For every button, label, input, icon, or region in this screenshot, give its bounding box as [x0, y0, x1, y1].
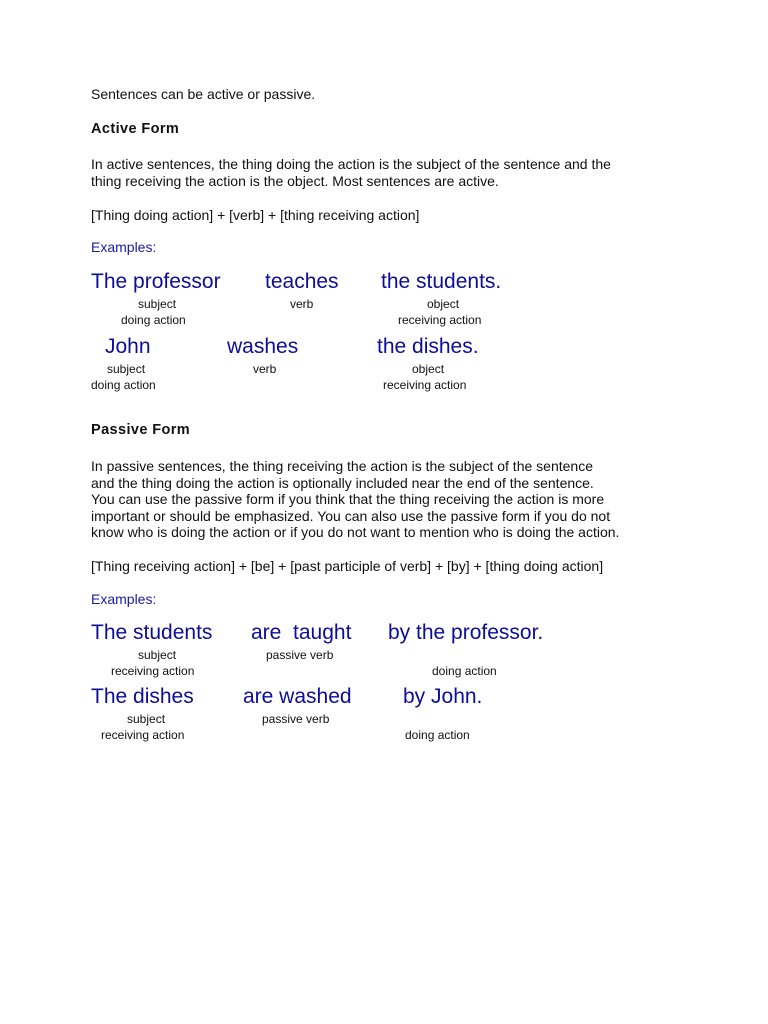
passive-ex1-agent: by the professor.: [388, 621, 544, 644]
active-ex1-verb-tag: verb: [290, 297, 314, 311]
active-ex2-object: the dishes.: [377, 335, 479, 358]
active-ex2-verb-tag: verb: [253, 362, 277, 376]
passive-ex1-verb: are taught: [251, 621, 352, 644]
passive-ex2-agent: by John.: [403, 685, 483, 708]
passive-description: [91, 458, 619, 541]
active-ex1-verb: teaches: [265, 270, 339, 293]
active-ex1-object-tag: object: [427, 297, 460, 311]
passive-formula: [Thing receiving action] + [be] + [past participle of verb] + [by] + [thing doing action]: [91, 558, 604, 574]
passive-ex2-subject: The dishes: [91, 685, 194, 708]
active-description-line: In active sentences, the thing doing the action is the subject of the sentence and the: [91, 156, 611, 172]
passive-description-line: important or should be emphasized. You can also use the passive form if you do not: [91, 507, 611, 524]
passive-ex1-verb-tag: passive verb: [266, 648, 334, 662]
active-ex1-object: the students.: [381, 270, 502, 293]
active-ex1-subject-tag: subject: [138, 297, 177, 311]
active-ex2-verb: washes: [227, 335, 299, 358]
active-ex1-object-role: receiving action: [398, 313, 482, 327]
active-examples-label: Examples:: [91, 239, 157, 255]
active-ex1-subject: The professor: [91, 270, 221, 293]
passive-ex1-subject-role: receiving action: [111, 664, 195, 678]
passive-ex1-subject: The students: [91, 621, 213, 644]
passive-description-line: and the thing doing the action is optionally included near the end of the sentence.: [91, 474, 594, 491]
active-ex2-object-role: receiving action: [383, 378, 467, 392]
active-ex2-subject-role: doing action: [91, 378, 156, 392]
intro-text: Sentences can be active or passive.: [91, 86, 316, 102]
active-form-heading: Active Form: [91, 121, 180, 137]
active-ex2-subject-tag: subject: [107, 362, 146, 376]
passive-description-line: know who is doing the action or if you do not want to mention who is doing the action.: [91, 524, 620, 540]
passive-ex2-agent-role: doing action: [405, 728, 470, 742]
passive-ex2-verb-tag: passive verb: [262, 712, 330, 726]
passive-ex2-subject-role: receiving action: [101, 728, 185, 742]
active-ex2-subject: John: [105, 335, 151, 358]
passive-form-heading: Passive Form: [91, 422, 191, 438]
passive-ex2-subject-tag: subject: [127, 712, 166, 726]
passive-ex1-agent-role: doing action: [432, 664, 497, 678]
active-ex2-object-tag: object: [412, 362, 445, 376]
passive-ex2-verb: are washed: [243, 685, 352, 708]
passive-description-line: In passive sentences, the thing receiving the action is the subject of the sentence: [91, 458, 593, 474]
active-description-line: thing receiving the action is the object. Most sentences are active.: [91, 172, 499, 189]
active-ex1-subject-role: doing action: [121, 313, 186, 327]
passive-examples-label: Examples:: [91, 591, 157, 607]
active-formula: [Thing doing action] + [verb] + [thing receiving action]: [91, 207, 420, 223]
passive-description-line: You can use the passive form if you think that the thing receiving the action is more: [91, 491, 605, 507]
active-description: [91, 156, 611, 189]
passive-ex1-subject-tag: subject: [138, 648, 177, 662]
